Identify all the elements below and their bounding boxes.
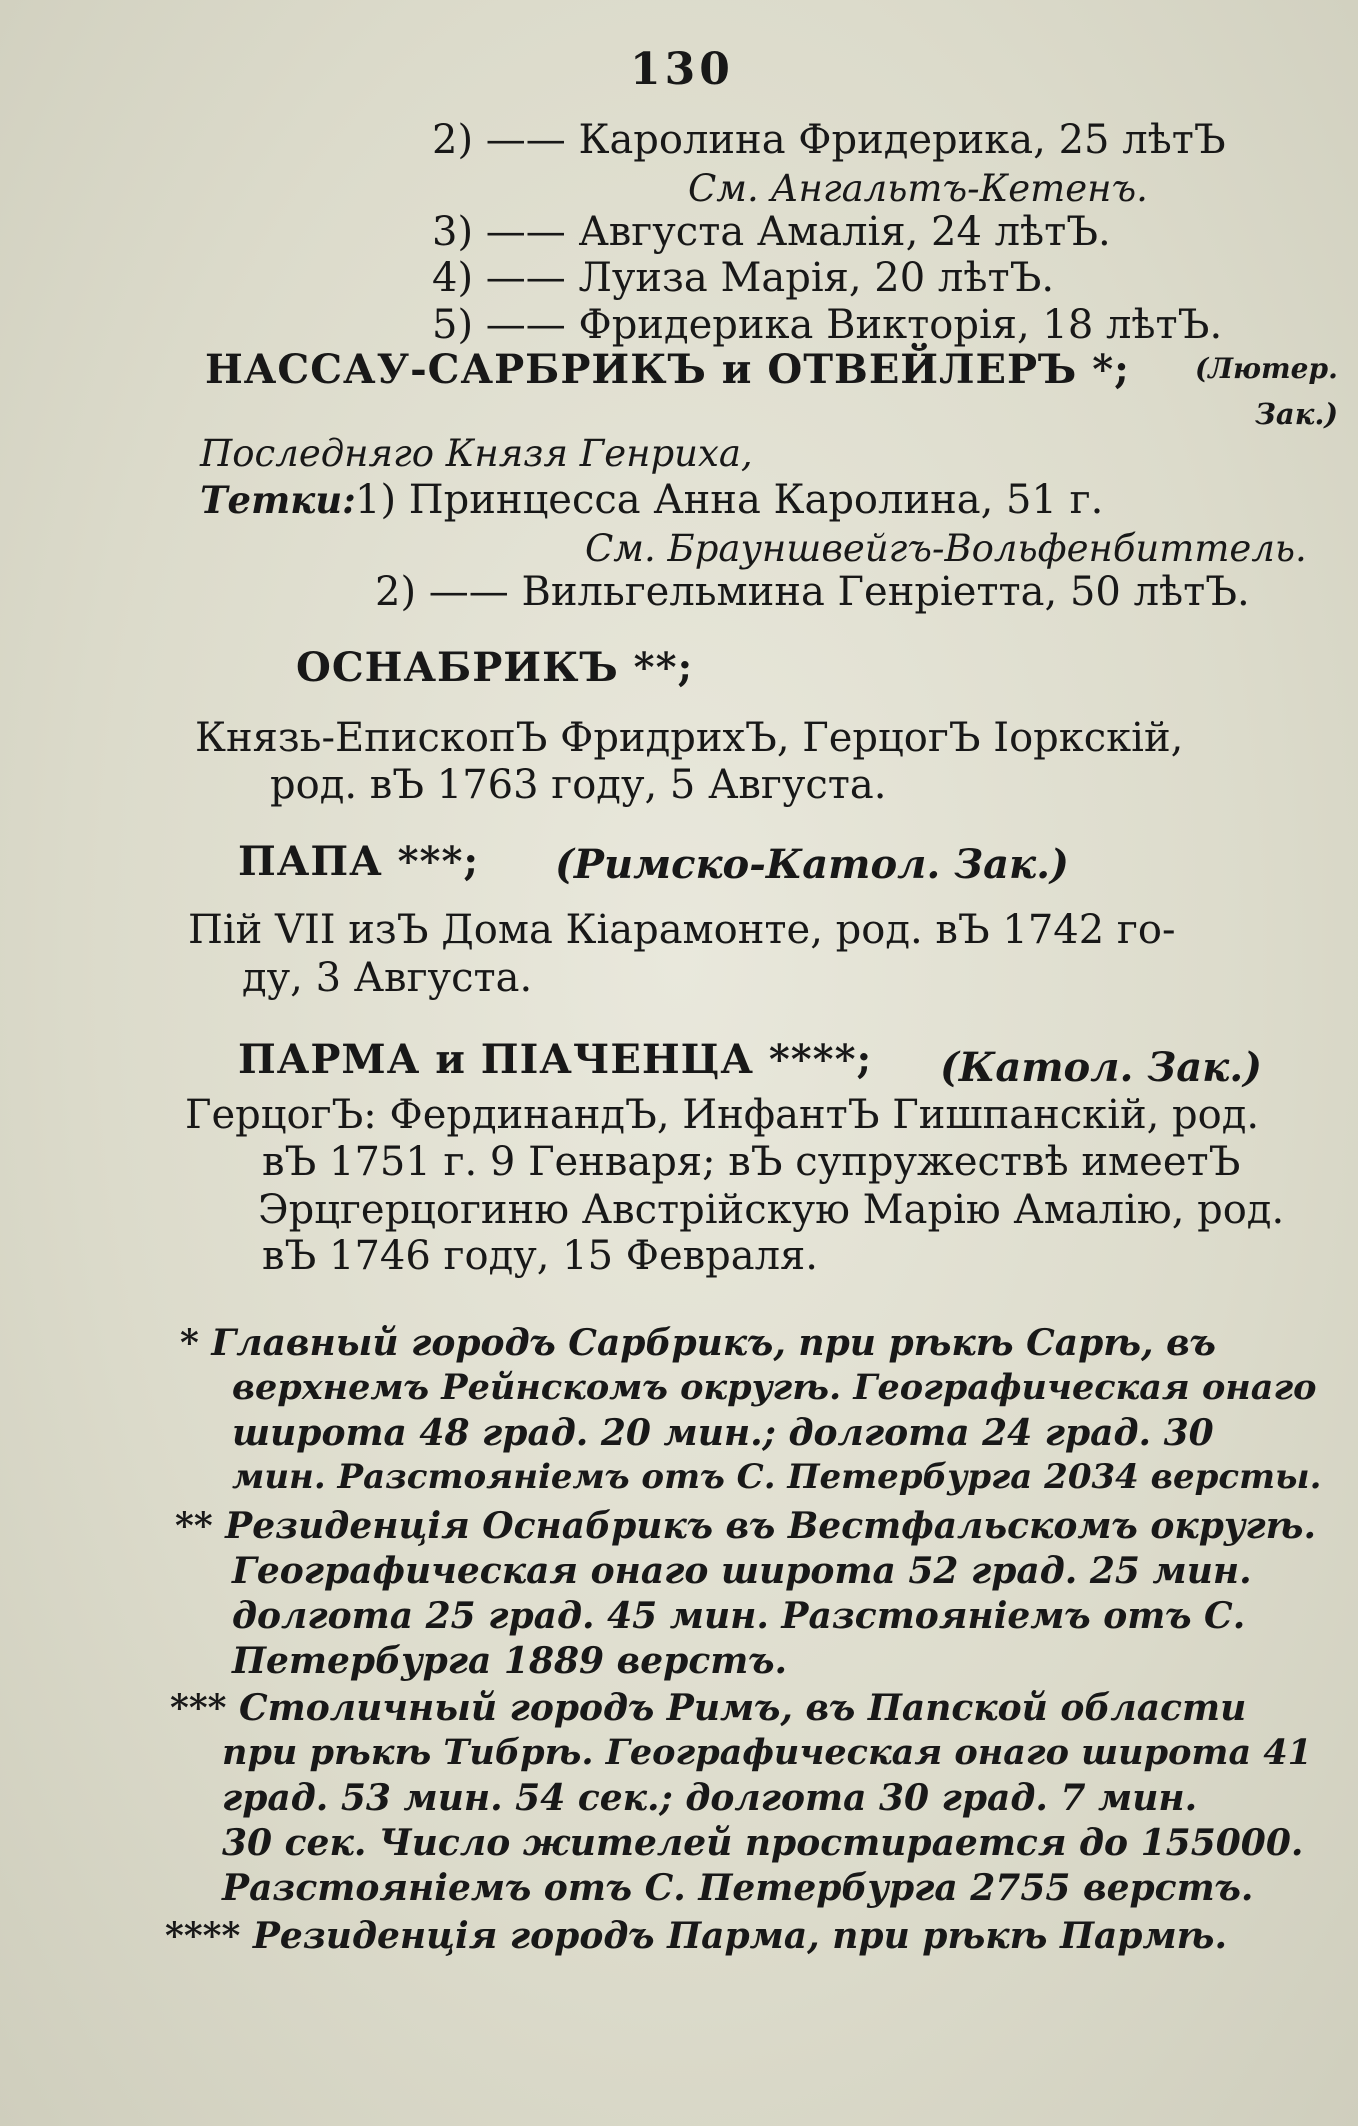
text-line: ду, 3 Августа.	[242, 955, 533, 1001]
footnote-line: долгота 25 град. 45 мин. Разстояніемъ отъ С.	[232, 1595, 1246, 1637]
confession-note: (Римско-Катол. Зак.)	[555, 841, 1069, 888]
text-line: вЪ 1746 году, 15 Февраля.	[262, 1233, 818, 1279]
footnote-line: ** Резиденція Оснабрикъ въ Вестфальскомъ округѣ.	[175, 1505, 1316, 1547]
footnote-line: **** Резиденція городъ Парма, при рѣкѣ Пармѣ.	[165, 1915, 1227, 1957]
section-heading: ПАПА ***;	[238, 838, 480, 885]
confession-note: Зак.)	[1255, 397, 1339, 431]
text-line: вЪ 1751 г. 9 Генваря; вЪ супружествѣ имеетЪ	[262, 1139, 1241, 1185]
cross-reference: См. Брауншвейгъ-Вольфенбиттель.	[585, 527, 1307, 570]
label: Тетки:	[200, 478, 356, 522]
confession-note: (Лютер.	[1195, 352, 1338, 385]
footnote-line: *** Столичный городъ Римъ, въ Папской области	[170, 1687, 1247, 1729]
footnote-line: широта 48 град. 20 мин.; долгота 24 град. 30	[232, 1412, 1214, 1454]
text-line: 1) Принцесса Анна Каролина, 51 г.	[355, 477, 1104, 523]
section-heading: ПАРМА и ПІАЧЕНЦА ****;	[238, 1036, 873, 1083]
text-line: 2) —— Вильгельмина Генріетта, 50 лѣтЪ.	[375, 569, 1250, 615]
text-line: 4) —— Луиза Марія, 20 лѣтЪ.	[432, 255, 1055, 301]
footnote-line: при рѣкѣ Тибрѣ. Географическая онаго широта 41	[222, 1732, 1313, 1773]
section-heading: ОСНАБРИКЪ **;	[296, 644, 694, 691]
footnote-line: верхнемъ Рейнскомъ округѣ. Географическая онаго	[232, 1367, 1317, 1408]
footnote-line: * Главный городъ Сарбрикъ, при рѣкѣ Сарѣ, въ	[180, 1322, 1216, 1364]
cross-reference: См. Ангальтъ-Кетенъ.	[688, 167, 1148, 210]
text-line: 2) —— Каролина Фридерика, 25 лѣтЪ	[432, 117, 1226, 163]
confession-note: (Катол. Зак.)	[940, 1044, 1263, 1091]
footnote-line: Географическая онаго широта 52 град. 25 мин.	[232, 1550, 1252, 1592]
footnote-line: Петербурга 1889 верстъ.	[232, 1640, 788, 1682]
footnote-line: град. 53 мин. 54 сек.; долгота 30 град. 7 мин.	[222, 1777, 1198, 1819]
text-line: Эрцгерцогиню Австрійскую Марію Амалію, род.	[258, 1187, 1285, 1233]
text-line: 5) —— Фридерика Викторія, 18 лѣтЪ.	[432, 302, 1223, 348]
text-line: Пій VII изЪ Дома Кіарамонте, род. вЪ 1742 го-	[188, 907, 1176, 953]
text-line: Князь-ЕпископЪ ФридрихЪ, ГерцогЪ Іоркскій,	[195, 715, 1184, 761]
section-heading: НАССАУ-САРБРИКЪ и ОТВЕЙЛЕРЪ *;	[205, 346, 1130, 393]
text-line: ГерцогЪ: ФердинандЪ, ИнфантЪ Гишпанскій, род.	[185, 1092, 1260, 1138]
text-line: Последняго Князя Генриха,	[200, 432, 753, 475]
text-line: 3) —— Августа Амалія, 24 лѣтЪ.	[432, 209, 1111, 255]
footnote-line: 30 сек. Число жителей простирается до 155000.	[222, 1822, 1304, 1864]
footnote-line: мин. Разстояніемъ отъ С. Петербурга 2034 версты.	[232, 1457, 1322, 1497]
footnote-line: Разстояніемъ отъ С. Петербурга 2755 верстъ.	[222, 1867, 1254, 1909]
text-line: род. вЪ 1763 году, 5 Августа.	[270, 762, 887, 808]
page-number: 130	[630, 44, 734, 95]
